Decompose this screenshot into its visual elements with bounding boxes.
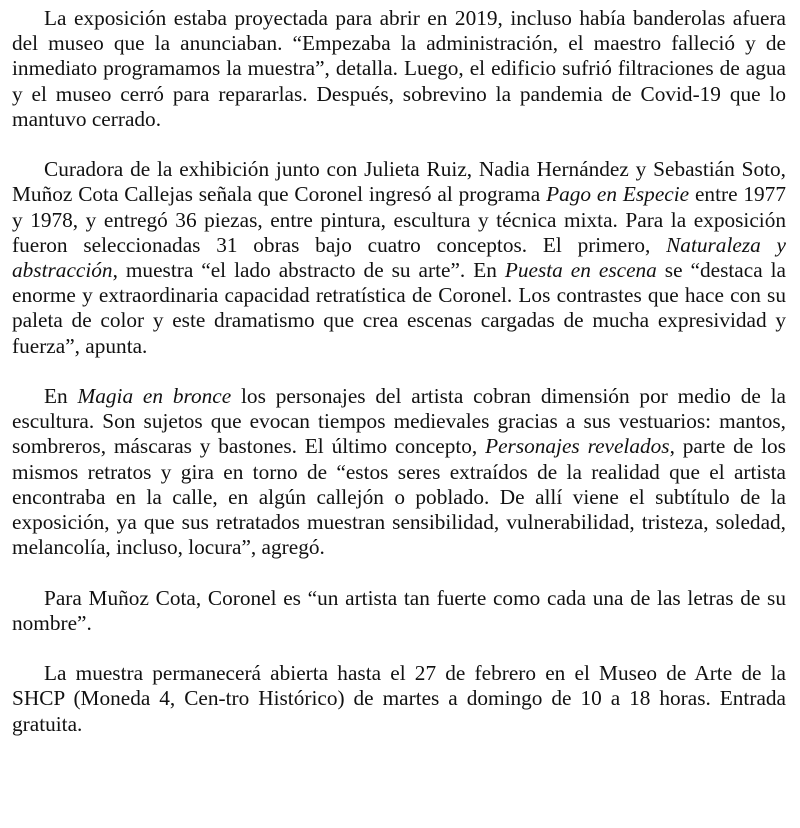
concept-title-puesta-en-escena: Puesta en escena [504,258,657,283]
paragraph-text: entre 1977 y 1978, y entregó 36 piezas, entre pintura, escultura y técnica mixta. Para la exposición fueron seleccionadas 31 obras bajo cuatro conceptos. El primero, [12,182,786,257]
concept-title-naturaleza: Naturaleza y abstracción [12,232,786,283]
paragraph-text: La muestra permanecerá abierta hasta el 27 de febrero en el Museo de Arte de la SHCP (Moneda 4, Cen-tro Histórico) de martes a domingo de 10 a 18 horas. Entrada gratuita. [12,661,786,736]
paragraph-sculpture-and-portraits [12,384,786,560]
paragraph-text: La exposición estaba proyectada para abrir en 2019, incluso había banderolas afuera del museo que la anunciaban. “Empezaba la administración, el maestro falleció y de inmediato programamos la muestra”, detalla. Luego, el edificio sufrió filtraciones de agua y el museo cerró para repararlas. Después, sobrevino la pandemia de Covid-19 que lo mantuvo cerrado. [12,6,786,131]
paragraph-text: Curadora de la exhibición junto con Julieta Ruiz, Nadia Hernández y Sebastián Soto, Muñoz Cota Callejas señala que Coronel ingresó al programa [12,157,786,207]
concept-title-personajes-revelados: Personajes revelados [485,434,670,459]
paragraph-text: , parte de los mismos retratos y gira en torno de “estos seres extraídos de la realidad que el artista encontraba en la calle, en algún callejón o poblado. De allí viene el subtítulo de la exposición, ya que sus retratados muestran sensibilidad, vulnerabilidad, tristeza, soledad, melancolía, incluso, locura”, agregó. [12,434,786,560]
paragraph-text: , muestra “el lado abstracto de su arte”. En [112,258,505,283]
paragraph-quote [12,586,786,636]
concept-title-magia-en-bronce: Magia en bronce [77,384,232,409]
paragraph-exhibition-delays [12,6,786,132]
paragraph-text: se “destaca la enorme y extraordinaria capacidad retratística de Coronel. Los contrastes que hace con su paleta de color y este dramatismo que crea escenas cargadas de mucha expresividad y fuerza”, apunta. [12,258,786,358]
paragraph-curators-and-concepts [12,157,786,359]
program-title: Pago en Especie [546,182,690,207]
paragraph-text: En [44,384,78,409]
paragraph-text: los personajes del artista cobran dimensión por medio de la escultura. Son sujetos que evocan tiempos medievales gracias a sus vestuarios: mantos, sombreros, máscaras y bastones. El último concepto, [12,384,786,459]
paragraph-text: Para Muñoz Cota, Coronel es “un artista tan fuerte como cada una de las letras de su nombre”. [12,585,786,635]
article-body [12,6,786,737]
paragraph-schedule [12,661,786,737]
